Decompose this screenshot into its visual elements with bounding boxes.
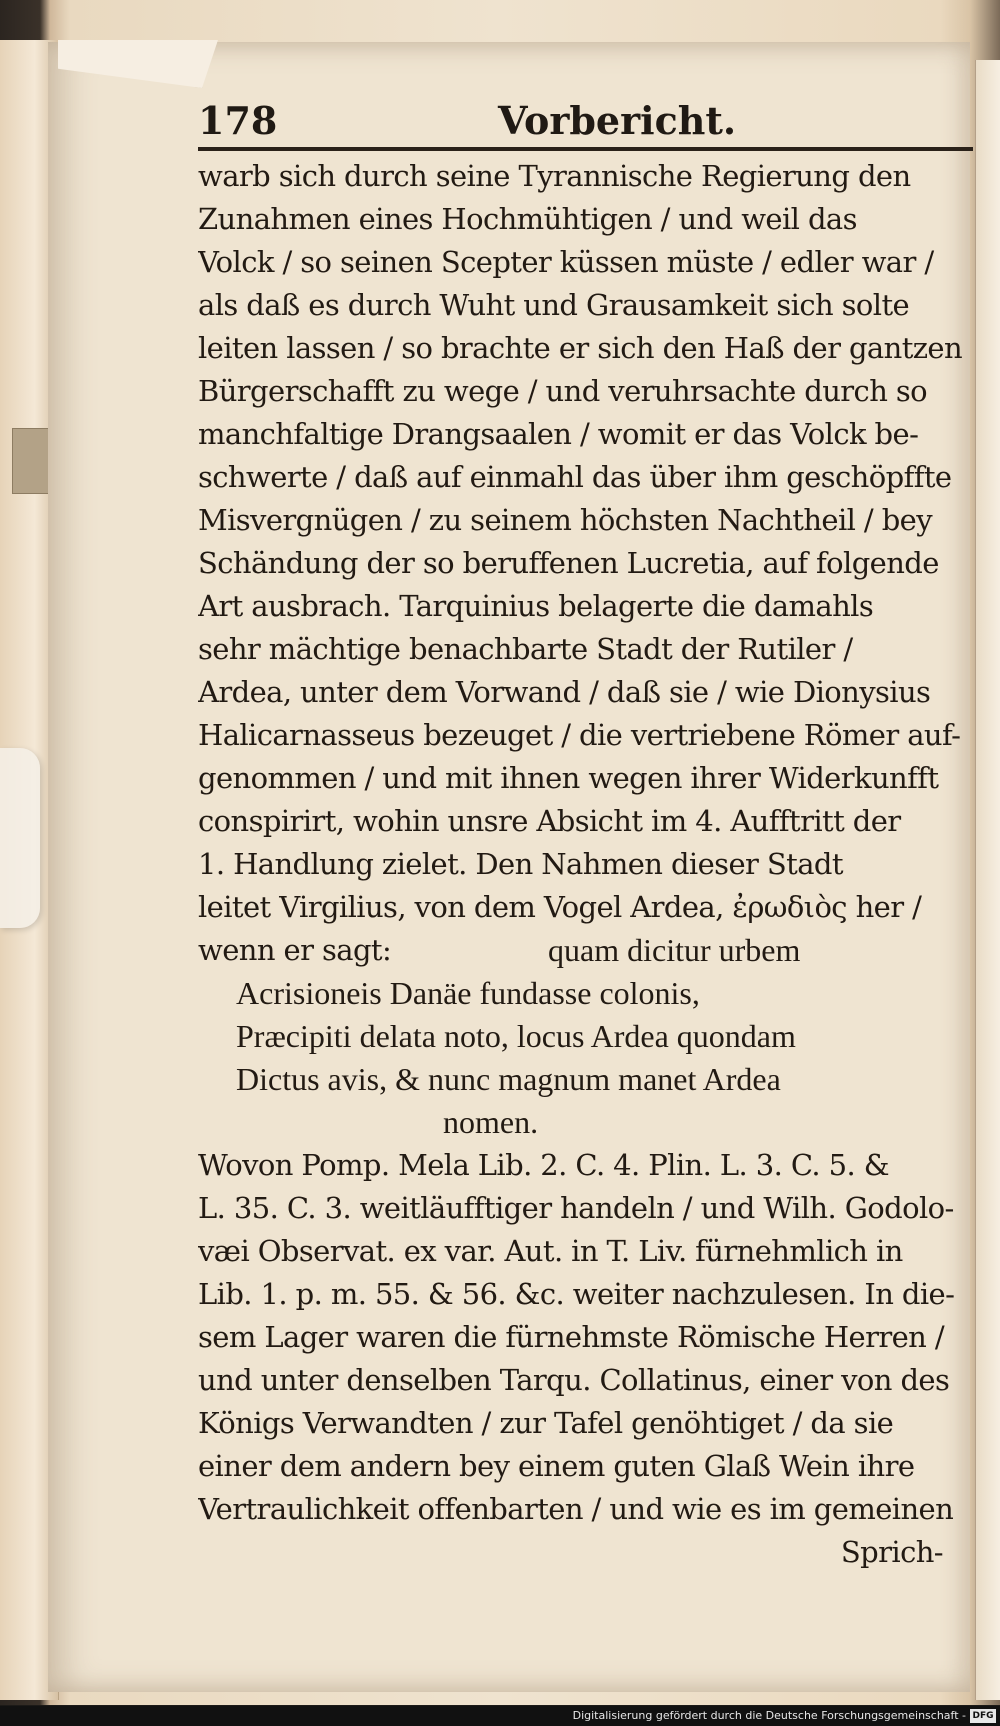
text-line: Schändung der so beruffenen Lucretia, auf folgende <box>198 546 939 580</box>
text-line: Wovon Pomp. Mela Lib. 2. C. 4. Plin. L. 3. C. 5. & <box>198 1148 889 1182</box>
dfg-logo: DFG <box>970 1709 996 1723</box>
page-clip <box>0 748 40 928</box>
text-line: einer dem andern bey einem guten Glaß Wein ihre <box>198 1449 915 1483</box>
text-line: Zunahmen eines Hochmühtigen / und weil das <box>198 202 857 236</box>
text-line: Ardea, unter dem Vorwand / daß sie / wie Dionysius <box>198 675 931 709</box>
quote-line-2: Acrisioneis Danäe fundasse colonis, <box>236 975 700 1011</box>
text-line: Bürgerschafft zu wege / und veruhrsachte durch so <box>198 374 928 408</box>
text-line: 1. Handlung zielet. Den Nahmen dieser Stadt <box>198 847 843 881</box>
text-line: væi Observat. ex var. Aut. in T. Liv. fürnehmlich in <box>198 1234 903 1268</box>
quote-line-3: Præcipiti delata noto, locus Ardea quondam <box>236 1018 796 1054</box>
text-line: wenn er sagt: <box>198 933 392 967</box>
page-header <box>198 98 970 148</box>
text-line: als daß es durch Wuht und Grausamkeit sich solte <box>198 288 910 322</box>
text-line: Misvergnügen / zu seinem höchsten Nachtheil / bey <box>198 503 933 537</box>
text-line: Königs Verwandten / zur Tafel genöhtiget / da sie <box>198 1406 894 1440</box>
body-text <box>198 155 973 1574</box>
text-line: Volck / so seinen Scepter küssen müste / edler war / <box>198 245 934 279</box>
text-line: manchfaltige Drangsaalen / womit er das Volck be- <box>198 417 919 451</box>
page-number: 178 <box>198 98 278 143</box>
text-line: L. 35. C. 3. weitläufftiger handeln / und Wilh. Godolo- <box>198 1191 954 1225</box>
text-line: schwerte / daß auf einmahl das über ihm geschöpffte <box>198 460 952 494</box>
header-rule <box>198 147 973 151</box>
quote-line-1: quam dicitur urbem <box>548 932 801 968</box>
text-line: warb sich durch seine Tyrannische Regierung den <box>198 159 911 193</box>
running-title: Vorbericht. <box>498 98 737 143</box>
text-line: Lib. 1. p. m. 55. & 56. &c. weiter nachzulesen. In die- <box>198 1277 955 1311</box>
quote-line-5: nomen. <box>443 1104 539 1140</box>
quote-line-4: Dictus avis, & nunc magnum manet Ardea <box>236 1061 781 1097</box>
text-line: Art ausbrach. Tarquinius belagerte die damahls <box>198 589 874 623</box>
text-line: conspirirt, wohin unsre Absicht im 4. Aufftritt der <box>198 804 901 838</box>
text-line: Vertraulichkeit offenbarten / und wie es im gemeinen <box>198 1492 954 1526</box>
text-line: Halicarnasseus bezeuget / die vertriebene Römer auf- <box>198 718 961 752</box>
text-line: sehr mächtige benachbarte Stadt der Rutiler / <box>198 632 853 666</box>
text-line: leitet Virgilius, von dem Vogel Ardea, ἐρωδιὸς her / <box>198 890 922 924</box>
text-line: sem Lager waren die fürnehmste Römische Herren / <box>198 1320 945 1354</box>
quote-line <box>198 929 973 972</box>
text-line: leiten lassen / so brachte er sich den Haß der gantzen <box>198 331 963 365</box>
digitization-footer <box>0 1706 1000 1726</box>
footer-text: Digitalisierung gefördert durch die Deutsche Forschungsgemeinschaft - <box>572 1709 966 1722</box>
text-line: genommen / und mit ihnen wegen ihrer Widerkunfft <box>198 761 939 795</box>
right-page-edge <box>975 60 1000 1700</box>
catchword: Sprich- <box>840 1535 943 1569</box>
text-line: und unter denselben Tarqu. Collatinus, einer von des <box>198 1363 950 1397</box>
